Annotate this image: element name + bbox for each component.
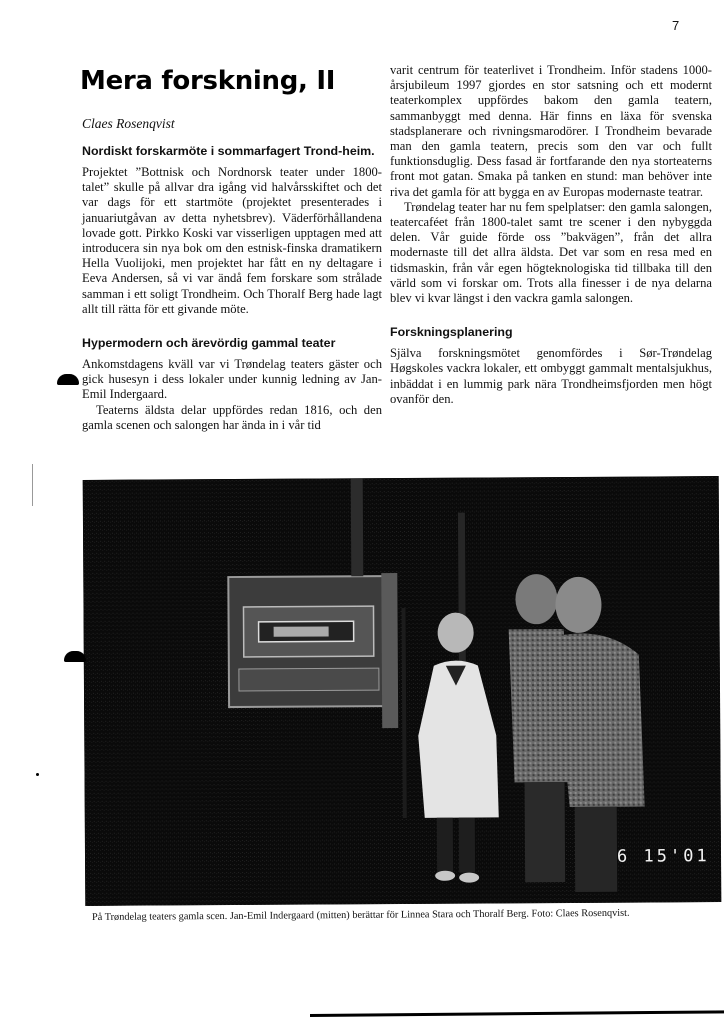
section-heading: Hypermodern och ärevördig gammal teater: [82, 336, 336, 351]
paragraph: Ankomstdagens kväll var vi Trøndelag teaters gäster och gick husesyn i dess lokaler under kunnig ledning av Jan-Emil Indergaard.: [82, 357, 382, 402]
section-heading: Forskningsplanering: [390, 325, 513, 340]
punch-hole-mark: [64, 651, 86, 662]
right-column: [390, 63, 712, 407]
left-column: [82, 144, 382, 433]
theater-photo: [83, 476, 722, 906]
margin-scan-dot: [36, 773, 39, 776]
paragraph: Trøndelag teater har nu fem spelplatser: den gamla salongen, teatercaféet från 1800-talet samt tre scener i den nybyggda delen. Vår guide förde oss ”bakvägen”, från det allra modernaste till det allra äldsta. Det var som en resa med en tidsmaskin, från vår egen högteknologiska tid tillbaka till den värld som vi forskar om. Trots alla finesser i de nya delarna blev vi kvar längst i den vackra gamla salongen.: [390, 199, 712, 306]
paragraph: Teaterns äldsta delar uppfördes redan 1816, och den gamla scenen och salongen har ända in i vår tid: [82, 402, 382, 432]
section-heading: Nordiskt forskarmöte i sommarfagert Trond-heim.: [82, 144, 375, 158]
page-number: 7: [672, 18, 680, 33]
date-stamp: 6 15'01: [616, 846, 710, 867]
author-byline: Claes Rosenqvist: [82, 116, 175, 131]
paragraph: Själva forskningsmötet genomfördes i Sør-Trøndelag Høgskoles vackra lokaler, ett ombyggt gammalt mentalsjukhus, inbäddat i en lummig park nära Trondheimsfjorden men högt ovanför den.: [390, 346, 712, 406]
article-title: Mera forskning, II: [80, 66, 336, 96]
ornate-panel: [228, 573, 398, 729]
pillar: [351, 478, 364, 576]
paragraph: varit centrum för teaterlivet i Trondheim. Inför stadens 1000-årsjubileum 1997 gjordes en stor satsning och ett modernt teaterkomplex uppfördes bakom den gamla teatern, sammanbyggt med denna. Här finns en läxa för svenska stadsplanerare och rivningsmarodörer. I Trondheim bevarade man den gamla teatern, precis som den var och fullt funktionsduglig. Dess fasad är fortfarande den nya storteaterns front mot gatan. Smaka på tanken en stund: man behöver inte riva det gamla för att bygga en av Europas modernaste teatrar.: [390, 63, 712, 199]
punch-hole-mark: [57, 374, 79, 385]
margin-scan-mark: [32, 464, 33, 506]
scan-edge-line: [310, 1010, 724, 1017]
photo-caption: På Trøndelag teaters gamla scen. Jan-Emil Indergaard (mitten) berättar för Linnea Stara och Thoralf Berg. Foto: Claes Rosenqvist.: [91, 907, 630, 923]
paragraph: Projektet ”Bottnisk och Nordnorsk teater under 1800- talet” skulle på allvar dra igång vid halvårsskiftet och det var dags för ett startmöte (projektet presenterades i januariutgåvan av detta nyhetsbrev). Väderförhållandena lovade gott. Pirkko Koski var visserligen upptagen med att introducera sin nya bok om den estnisk-finska dramatikern Hella Vuolijoki, men projektet har fått en ny deltagare i Eeva Andersen, så vi var ändå fem forskare som strålade samman i ett soligt Trondheim. Och Thoralf Berg hade lagt allt till rätta för ett givande möte.: [82, 165, 382, 316]
